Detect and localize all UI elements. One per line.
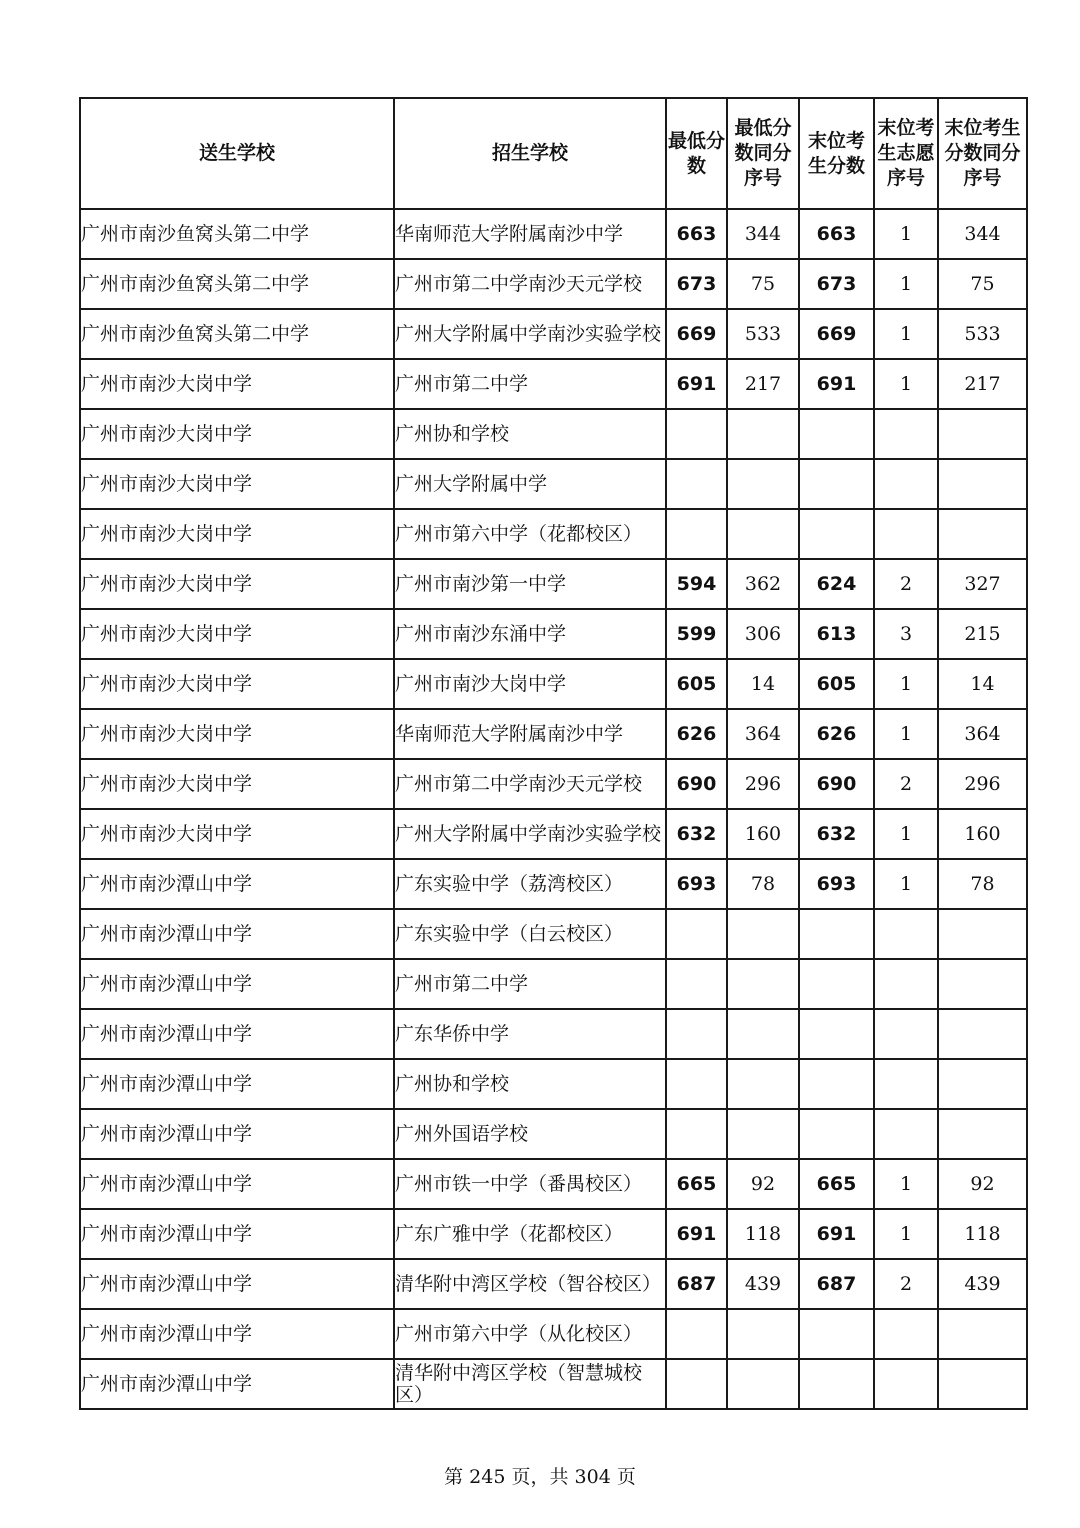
min-score-rank-cell bbox=[727, 909, 799, 959]
last-score-cell bbox=[799, 1109, 874, 1159]
admitting-school-cell: 华南师范大学附属南沙中学 bbox=[394, 709, 666, 759]
last-score-rank-cell bbox=[938, 409, 1027, 459]
table-row bbox=[80, 309, 1027, 359]
last-score-cell: 693 bbox=[799, 859, 874, 909]
sending-school-cell: 广州市南沙潭山中学 bbox=[80, 1109, 394, 1159]
table-row bbox=[80, 1109, 1027, 1159]
last-score-rank-cell: 78 bbox=[938, 859, 1027, 909]
last-preference-cell: 1 bbox=[874, 859, 938, 909]
table-row bbox=[80, 609, 1027, 659]
last-score-cell bbox=[799, 1009, 874, 1059]
last-preference-cell bbox=[874, 459, 938, 509]
min-score-cell: 669 bbox=[666, 309, 727, 359]
header-row bbox=[80, 98, 1027, 209]
min-score-rank-cell: 217 bbox=[727, 359, 799, 409]
last-score-cell: 605 bbox=[799, 659, 874, 709]
min-score-rank-cell: 533 bbox=[727, 309, 799, 359]
min-score-rank-cell: 344 bbox=[727, 209, 799, 259]
last-score-rank-cell: 344 bbox=[938, 209, 1027, 259]
min-score-cell: 599 bbox=[666, 609, 727, 659]
last-preference-cell: 1 bbox=[874, 309, 938, 359]
last-preference-cell bbox=[874, 1059, 938, 1109]
last-score-rank-cell bbox=[938, 1059, 1027, 1109]
admitting-school-cell: 广州大学附属中学 bbox=[394, 459, 666, 509]
admitting-school-cell: 广州协和学校 bbox=[394, 1059, 666, 1109]
table-row bbox=[80, 759, 1027, 809]
min-score-rank-cell bbox=[727, 1109, 799, 1159]
min-score-rank-cell bbox=[727, 1009, 799, 1059]
min-score-cell: 605 bbox=[666, 659, 727, 709]
last-score-cell: 690 bbox=[799, 759, 874, 809]
last-score-cell bbox=[799, 409, 874, 459]
table-row bbox=[80, 1209, 1027, 1259]
min-score-rank-cell bbox=[727, 1359, 799, 1409]
header-admitting-school: 招生学校 bbox=[394, 98, 666, 209]
admitting-school-cell: 广东实验中学（荔湾校区） bbox=[394, 859, 666, 909]
last-score-rank-cell bbox=[938, 509, 1027, 559]
last-preference-cell: 1 bbox=[874, 209, 938, 259]
min-score-cell: 626 bbox=[666, 709, 727, 759]
admitting-school-cell: 广州市第六中学（花都校区） bbox=[394, 509, 666, 559]
min-score-cell: 687 bbox=[666, 1259, 727, 1309]
header-last-score: 末位考生分数 bbox=[799, 98, 874, 209]
last-score-cell bbox=[799, 909, 874, 959]
last-preference-cell: 3 bbox=[874, 609, 938, 659]
table-row bbox=[80, 259, 1027, 309]
min-score-rank-cell bbox=[727, 459, 799, 509]
min-score-cell: 673 bbox=[666, 259, 727, 309]
admitting-school-cell: 广州大学附属中学南沙实验学校 bbox=[394, 809, 666, 859]
sending-school-cell: 广州市南沙大岗中学 bbox=[80, 709, 394, 759]
header-min-score-rank: 最低分数同分序号 bbox=[727, 98, 799, 209]
table-row bbox=[80, 1159, 1027, 1209]
admitting-school-cell: 广州协和学校 bbox=[394, 409, 666, 459]
min-score-cell bbox=[666, 1109, 727, 1159]
table-row bbox=[80, 1059, 1027, 1109]
sending-school-cell: 广州市南沙鱼窝头第二中学 bbox=[80, 209, 394, 259]
min-score-rank-cell: 364 bbox=[727, 709, 799, 759]
last-score-rank-cell: 118 bbox=[938, 1209, 1027, 1259]
sending-school-cell: 广州市南沙潭山中学 bbox=[80, 1209, 394, 1259]
table-row bbox=[80, 1009, 1027, 1059]
sending-school-cell: 广州市南沙潭山中学 bbox=[80, 1359, 394, 1409]
last-score-cell bbox=[799, 509, 874, 559]
min-score-rank-cell: 118 bbox=[727, 1209, 799, 1259]
min-score-cell: 663 bbox=[666, 209, 727, 259]
min-score-cell: 691 bbox=[666, 359, 727, 409]
min-score-cell bbox=[666, 909, 727, 959]
last-score-rank-cell: 533 bbox=[938, 309, 1027, 359]
last-preference-cell: 1 bbox=[874, 1209, 938, 1259]
min-score-cell: 594 bbox=[666, 559, 727, 609]
last-score-cell: 632 bbox=[799, 809, 874, 859]
last-score-cell: 626 bbox=[799, 709, 874, 759]
sending-school-cell: 广州市南沙潭山中学 bbox=[80, 1009, 394, 1059]
sending-school-cell: 广州市南沙鱼窝头第二中学 bbox=[80, 259, 394, 309]
table-row bbox=[80, 909, 1027, 959]
admitting-school-cell: 广东广雅中学（花都校区） bbox=[394, 1209, 666, 1259]
last-score-rank-cell bbox=[938, 1009, 1027, 1059]
min-score-cell bbox=[666, 409, 727, 459]
sending-school-cell: 广州市南沙大岗中学 bbox=[80, 809, 394, 859]
last-score-rank-cell bbox=[938, 959, 1027, 1009]
table-row bbox=[80, 859, 1027, 909]
min-score-cell: 690 bbox=[666, 759, 727, 809]
min-score-cell bbox=[666, 1009, 727, 1059]
min-score-rank-cell: 75 bbox=[727, 259, 799, 309]
last-score-rank-cell: 364 bbox=[938, 709, 1027, 759]
admitting-school-cell: 广州市第二中学南沙天元学校 bbox=[394, 259, 666, 309]
table-row bbox=[80, 509, 1027, 559]
table-row bbox=[80, 409, 1027, 459]
admitting-school-cell: 广州外国语学校 bbox=[394, 1109, 666, 1159]
last-score-rank-cell: 160 bbox=[938, 809, 1027, 859]
min-score-rank-cell: 362 bbox=[727, 559, 799, 609]
last-preference-cell: 1 bbox=[874, 1159, 938, 1209]
min-score-rank-cell: 296 bbox=[727, 759, 799, 809]
last-score-cell: 687 bbox=[799, 1259, 874, 1309]
last-score-rank-cell: 75 bbox=[938, 259, 1027, 309]
min-score-cell: 691 bbox=[666, 1209, 727, 1259]
min-score-rank-cell: 439 bbox=[727, 1259, 799, 1309]
sending-school-cell: 广州市南沙大岗中学 bbox=[80, 659, 394, 709]
last-preference-cell: 2 bbox=[874, 1259, 938, 1309]
last-preference-cell: 1 bbox=[874, 709, 938, 759]
last-score-cell: 691 bbox=[799, 359, 874, 409]
table-row bbox=[80, 809, 1027, 859]
admitting-school-cell: 广州大学附属中学南沙实验学校 bbox=[394, 309, 666, 359]
last-score-rank-cell: 215 bbox=[938, 609, 1027, 659]
admitting-school-cell: 清华附中湾区学校（智谷校区） bbox=[394, 1259, 666, 1309]
admitting-school-cell: 广州市南沙东涌中学 bbox=[394, 609, 666, 659]
min-score-rank-cell bbox=[727, 959, 799, 1009]
last-preference-cell bbox=[874, 959, 938, 1009]
admitting-school-cell: 华南师范大学附属南沙中学 bbox=[394, 209, 666, 259]
min-score-cell: 665 bbox=[666, 1159, 727, 1209]
table-row bbox=[80, 459, 1027, 509]
table-row bbox=[80, 1259, 1027, 1309]
min-score-cell bbox=[666, 459, 727, 509]
admitting-school-cell: 广东实验中学（白云校区） bbox=[394, 909, 666, 959]
min-score-rank-cell bbox=[727, 509, 799, 559]
sending-school-cell: 广州市南沙大岗中学 bbox=[80, 609, 394, 659]
header-last-score-rank: 末位考生分数同分序号 bbox=[938, 98, 1027, 209]
min-score-rank-cell: 306 bbox=[727, 609, 799, 659]
last-preference-cell bbox=[874, 409, 938, 459]
last-preference-cell: 1 bbox=[874, 359, 938, 409]
sending-school-cell: 广州市南沙大岗中学 bbox=[80, 409, 394, 459]
last-score-rank-cell bbox=[938, 1109, 1027, 1159]
table-row bbox=[80, 1359, 1027, 1409]
last-score-rank-cell: 327 bbox=[938, 559, 1027, 609]
min-score-rank-cell bbox=[727, 1059, 799, 1109]
min-score-rank-cell: 160 bbox=[727, 809, 799, 859]
min-score-cell bbox=[666, 509, 727, 559]
sending-school-cell: 广州市南沙大岗中学 bbox=[80, 559, 394, 609]
min-score-cell bbox=[666, 1309, 727, 1359]
min-score-cell bbox=[666, 1359, 727, 1409]
last-score-cell bbox=[799, 1359, 874, 1409]
sending-school-cell: 广州市南沙潭山中学 bbox=[80, 959, 394, 1009]
min-score-rank-cell: 78 bbox=[727, 859, 799, 909]
last-score-cell: 624 bbox=[799, 559, 874, 609]
last-score-cell: 673 bbox=[799, 259, 874, 309]
sending-school-cell: 广州市南沙大岗中学 bbox=[80, 459, 394, 509]
last-score-cell: 669 bbox=[799, 309, 874, 359]
last-score-cell bbox=[799, 1309, 874, 1359]
table-body bbox=[80, 209, 1027, 1409]
table-row bbox=[80, 209, 1027, 259]
admitting-school-cell: 广州市第二中学 bbox=[394, 959, 666, 1009]
admitting-school-cell: 广州市南沙第一中学 bbox=[394, 559, 666, 609]
admission-table bbox=[79, 97, 1028, 1410]
sending-school-cell: 广州市南沙大岗中学 bbox=[80, 359, 394, 409]
admitting-school-cell: 广州市第二中学南沙天元学校 bbox=[394, 759, 666, 809]
min-score-cell: 693 bbox=[666, 859, 727, 909]
sending-school-cell: 广州市南沙潭山中学 bbox=[80, 1309, 394, 1359]
last-score-cell bbox=[799, 1059, 874, 1109]
sending-school-cell: 广州市南沙鱼窝头第二中学 bbox=[80, 309, 394, 359]
table-row bbox=[80, 959, 1027, 1009]
last-preference-cell bbox=[874, 909, 938, 959]
last-preference-cell: 1 bbox=[874, 259, 938, 309]
table-row bbox=[80, 359, 1027, 409]
table-row bbox=[80, 709, 1027, 759]
last-preference-cell: 1 bbox=[874, 659, 938, 709]
min-score-rank-cell: 92 bbox=[727, 1159, 799, 1209]
min-score-cell: 632 bbox=[666, 809, 727, 859]
last-score-cell: 663 bbox=[799, 209, 874, 259]
header-sending-school: 送生学校 bbox=[80, 98, 394, 209]
sending-school-cell: 广州市南沙潭山中学 bbox=[80, 1159, 394, 1209]
table-row bbox=[80, 1309, 1027, 1359]
last-score-rank-cell: 296 bbox=[938, 759, 1027, 809]
min-score-rank-cell: 14 bbox=[727, 659, 799, 709]
last-score-cell: 613 bbox=[799, 609, 874, 659]
header-last-preference: 末位考生志愿序号 bbox=[874, 98, 938, 209]
last-preference-cell: 2 bbox=[874, 559, 938, 609]
admitting-school-cell: 广州市铁一中学（番禺校区） bbox=[394, 1159, 666, 1209]
sending-school-cell: 广州市南沙潭山中学 bbox=[80, 1259, 394, 1309]
last-score-rank-cell: 92 bbox=[938, 1159, 1027, 1209]
last-score-rank-cell bbox=[938, 1309, 1027, 1359]
last-preference-cell bbox=[874, 1359, 938, 1409]
last-score-rank-cell: 217 bbox=[938, 359, 1027, 409]
min-score-rank-cell bbox=[727, 409, 799, 459]
min-score-rank-cell bbox=[727, 1309, 799, 1359]
sending-school-cell: 广州市南沙大岗中学 bbox=[80, 759, 394, 809]
sending-school-cell: 广州市南沙潭山中学 bbox=[80, 1059, 394, 1109]
last-score-cell bbox=[799, 459, 874, 509]
admitting-school-cell: 清华附中湾区学校（智慧城校区） bbox=[394, 1359, 666, 1409]
sending-school-cell: 广州市南沙潭山中学 bbox=[80, 859, 394, 909]
sending-school-cell: 广州市南沙潭山中学 bbox=[80, 909, 394, 959]
page-footer: 第 245 页，共 304 页 bbox=[444, 1466, 636, 1488]
last-score-cell: 665 bbox=[799, 1159, 874, 1209]
last-preference-cell bbox=[874, 1009, 938, 1059]
last-score-rank-cell bbox=[938, 909, 1027, 959]
admitting-school-cell: 广州市第二中学 bbox=[394, 359, 666, 409]
header-min-score: 最低分数 bbox=[666, 98, 727, 209]
last-score-rank-cell bbox=[938, 1359, 1027, 1409]
last-score-cell bbox=[799, 959, 874, 1009]
admitting-school-cell: 广州市第六中学（从化校区） bbox=[394, 1309, 666, 1359]
table-row bbox=[80, 659, 1027, 709]
last-preference-cell: 1 bbox=[874, 809, 938, 859]
last-preference-cell: 2 bbox=[874, 759, 938, 809]
min-score-cell bbox=[666, 959, 727, 1009]
min-score-cell bbox=[666, 1059, 727, 1109]
last-preference-cell bbox=[874, 509, 938, 559]
last-preference-cell bbox=[874, 1309, 938, 1359]
last-score-rank-cell: 439 bbox=[938, 1259, 1027, 1309]
last-score-rank-cell bbox=[938, 459, 1027, 509]
admitting-school-cell: 广州市南沙大岗中学 bbox=[394, 659, 666, 709]
last-score-rank-cell: 14 bbox=[938, 659, 1027, 709]
last-preference-cell bbox=[874, 1109, 938, 1159]
table-row bbox=[80, 559, 1027, 609]
last-score-cell: 691 bbox=[799, 1209, 874, 1259]
admitting-school-cell: 广东华侨中学 bbox=[394, 1009, 666, 1059]
sending-school-cell: 广州市南沙大岗中学 bbox=[80, 509, 394, 559]
